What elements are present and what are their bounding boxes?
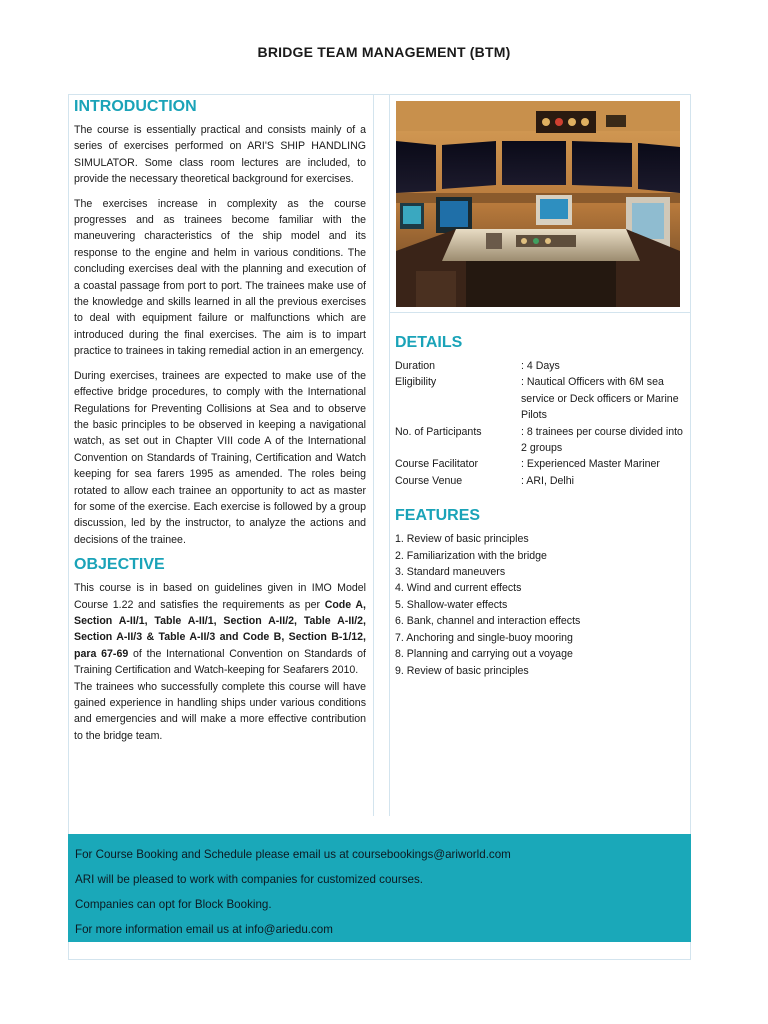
list-item: 6. Bank, channel and interaction effects <box>395 615 581 628</box>
details-value: : 4 Days <box>521 360 560 372</box>
list-item: 9. Review of basic principles <box>395 664 529 677</box>
left-column <box>74 98 366 752</box>
details-row <box>395 424 685 457</box>
objective-paragraph-1 <box>74 580 366 678</box>
footer-line-booking[interactable]: For Course Booking and Schedule please email us at coursebookings@ariworld.com <box>75 848 511 861</box>
right-column <box>395 334 685 679</box>
column-divider <box>373 94 374 816</box>
footer-line-block-booking: Companies can opt for Block Booking. <box>75 898 272 911</box>
list-item: 3. Standard maneuvers <box>395 566 506 579</box>
bridge-simulator-photo <box>396 101 680 307</box>
details-table <box>395 358 685 489</box>
photo-divider <box>389 312 691 313</box>
list-item: 4. Wind and current effects <box>395 582 522 595</box>
list-item: 1. Review of basic principles <box>395 533 529 546</box>
details-heading: DETAILS <box>395 334 463 351</box>
objective-code-reference: Code A, Section A-II/1, Table A-II/1, Section A-II/2, Table A-II/2, Section A-II/3 & Table A-II/3 and Code B, Section B-1/12, para 67-69 <box>74 598 366 660</box>
objective-text-a: This course is in based on guidelines given in IMO Model Course 1.22 and satisfies the requirements as per <box>74 582 366 611</box>
objective-text-c: of the International Convention on Standards of Training Certification and Watch-keeping for Seafarers 2010. <box>74 647 366 677</box>
details-value: : ARI, Delhi <box>521 474 574 487</box>
details-label: Course Venue <box>395 474 463 487</box>
column-divider-inner <box>389 94 390 816</box>
features-list <box>395 531 685 679</box>
details-label: Duration <box>395 360 436 372</box>
introduction-heading: INTRODUCTION <box>74 98 197 115</box>
details-row <box>395 374 685 423</box>
list-item: 2. Familiarization with the bridge <box>395 549 547 562</box>
details-row <box>395 473 685 489</box>
booking-footer <box>68 834 691 942</box>
introduction-paragraph-1: The course is essentially practical and consists mainly of a series of exercises performed on ARI'S SHIP HANDLING SIMULATOR. Some class room lectures are included, to provide the necessary theoretical background for exercises. <box>74 124 366 186</box>
details-value: : 8 trainees per course divided into 2 groups <box>521 425 683 455</box>
details-value: : Experienced Master Mariner <box>521 458 660 471</box>
list-item: 5. Shallow-water effects <box>395 598 508 611</box>
bridge-simulator-illustration <box>396 101 680 307</box>
footer-line-customized: ARI will be pleased to work with companies for customized courses. <box>75 873 423 886</box>
details-row <box>395 358 685 374</box>
introduction-paragraph-2: The exercises increase in complexity as the course progresses and as trainees become familiar with the maneuvering characteristics of the ship model and its response to the engine and helm in various conditions. The concluding exercises deal with the planning and execution of a coastal passage from port to port. The trainees make use of the knowledge and skills learned in all the previous exercises to deal with equipment failure or malfunctions which are introduced during the final exercises. The aim is to impart practice to trainees in taking remedial action in an emergency. <box>74 197 366 358</box>
details-value: : Nautical Officers with 6M sea service or Deck officers or Marine Pilots <box>521 376 679 422</box>
details-label: No. of Participants <box>395 425 482 438</box>
details-label: Course Facilitator <box>395 458 479 471</box>
objective-paragraph-2: The trainees who successfully complete this course will have gained experience in handling ships under various conditions and emergencies and will make a more effective contribution to the bridge team. <box>74 680 366 742</box>
list-item: 7. Anchoring and single-buoy mooring <box>395 631 573 644</box>
details-label: Eligibility <box>395 376 437 389</box>
footer-line-info[interactable]: For more information email us at info@ariedu.com <box>75 923 333 936</box>
introduction-paragraph-3: During exercises, trainees are expected to make use of the effective bridge procedures, to comply with the International Regulations for Preventing Collisions at Sea and to observe the basic principles to be observed in keeping a navigational watch, as set out in Chapter VIII code A of the International Convention on Standards of Training, Certification and Watch keeping for sea farers 1995 as amended. The roles being rotated to allow each trainee an opportunity to act as master for some of the exercise. Each exercise is followed by a group discussion, led by the instructor, to analyze the actions and decisions of the trainee. <box>74 369 366 546</box>
features-heading: FEATURES <box>395 507 481 525</box>
details-row <box>395 456 685 472</box>
page-title: BRIDGE TEAM MANAGEMENT (BTM) <box>257 44 511 60</box>
list-item: 8. Planning and carrying out a voyage <box>395 648 573 661</box>
objective-heading: OBJECTIVE <box>74 556 165 574</box>
